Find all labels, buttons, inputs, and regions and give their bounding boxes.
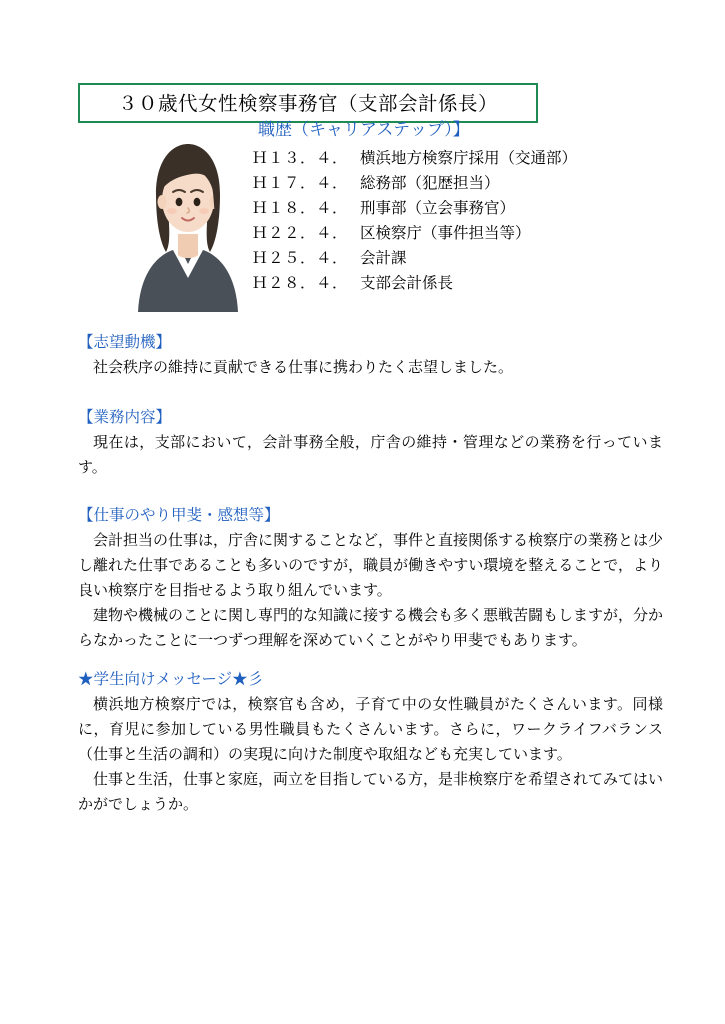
career-date: Ｈ１７．４． [252,175,349,192]
career-description: 区検察庁（事件担当等） [360,225,531,242]
section-body [78,356,663,381]
career-date: Ｈ２２．４． [252,225,349,242]
paragraph: 現在は，支部において，会計事務全般，庁舎の維持・管理などの業務を行っています。 [78,435,663,476]
career-date: Ｈ２８．４． [252,275,349,292]
career-section [252,115,672,296]
career-row [252,196,672,221]
paragraph: 会計担当の仕事は，庁舎に関することなど，事件と直接関係する検察庁の業務とは少し離れた仕事であることも多いのですが，職員が働きやすい環境を整えることで，より良い検察庁を目指せるよう取り組んでいます。 [78,533,664,599]
section-body [78,431,663,481]
career-row [252,246,672,271]
career-date: Ｈ１３．４． [252,150,349,167]
section-duties [78,405,663,481]
section-student-message [78,667,663,818]
paragraph: 仕事と生活，仕事と家庭，両立を目指している方，是非検察庁を希望されてみてはいかがでしょうか。 [78,772,664,813]
career-date: Ｈ１８．４． [252,200,349,217]
career-row [252,171,672,196]
career-row [252,271,672,296]
section-body [78,693,663,818]
paragraph: 建物や機械のことに関し専門的な知識に接する機会も多く悪戦苦闘もしますが，分からなかったことに一つずつ理解を深めていくことがやり甲斐でもあります。 [78,608,664,649]
career-row [252,146,672,171]
section-heading: 【志望動機】 [78,334,172,351]
section-worthwhile [78,503,663,654]
career-list [252,146,672,296]
section-heading: 【仕事のやり甲斐・感想等】 [78,507,280,524]
section-heading: 【業務内容】 [78,409,172,426]
title-text: ３０歳代女性検察事務官（支部会計係長） [117,94,498,115]
career-row [252,221,672,246]
career-description: 刑事部（立会事務官） [360,200,516,217]
career-date: Ｈ２５．４． [252,250,349,267]
section-motivation [78,330,663,381]
woman-portrait-illustration [128,122,248,312]
section-body [78,529,663,654]
career-heading: 職歴（キャリアステップ）】 [258,120,470,139]
career-description: 横浜地方検察庁採用（交通部） [360,150,578,167]
section-heading: ★学生向けメッセージ★彡 [78,671,264,688]
paragraph: 社会秩序の維持に貢献できる仕事に携わりたく志望しました。 [93,360,514,376]
paragraph: 横浜地方検察庁では，検察官も含め，子育て中の女性職員がたくさんいます。同様に，育児に参加している男性職員もたくさんいます。さらに，ワークライフバランス（仕事と生活の調和）の実現に向けた制度や取組なども充実しています。 [78,697,663,763]
career-description: 総務部（犯歴担当） [360,175,500,192]
career-description: 会計課 [360,250,407,267]
career-description: 支部会計係長 [360,275,454,292]
